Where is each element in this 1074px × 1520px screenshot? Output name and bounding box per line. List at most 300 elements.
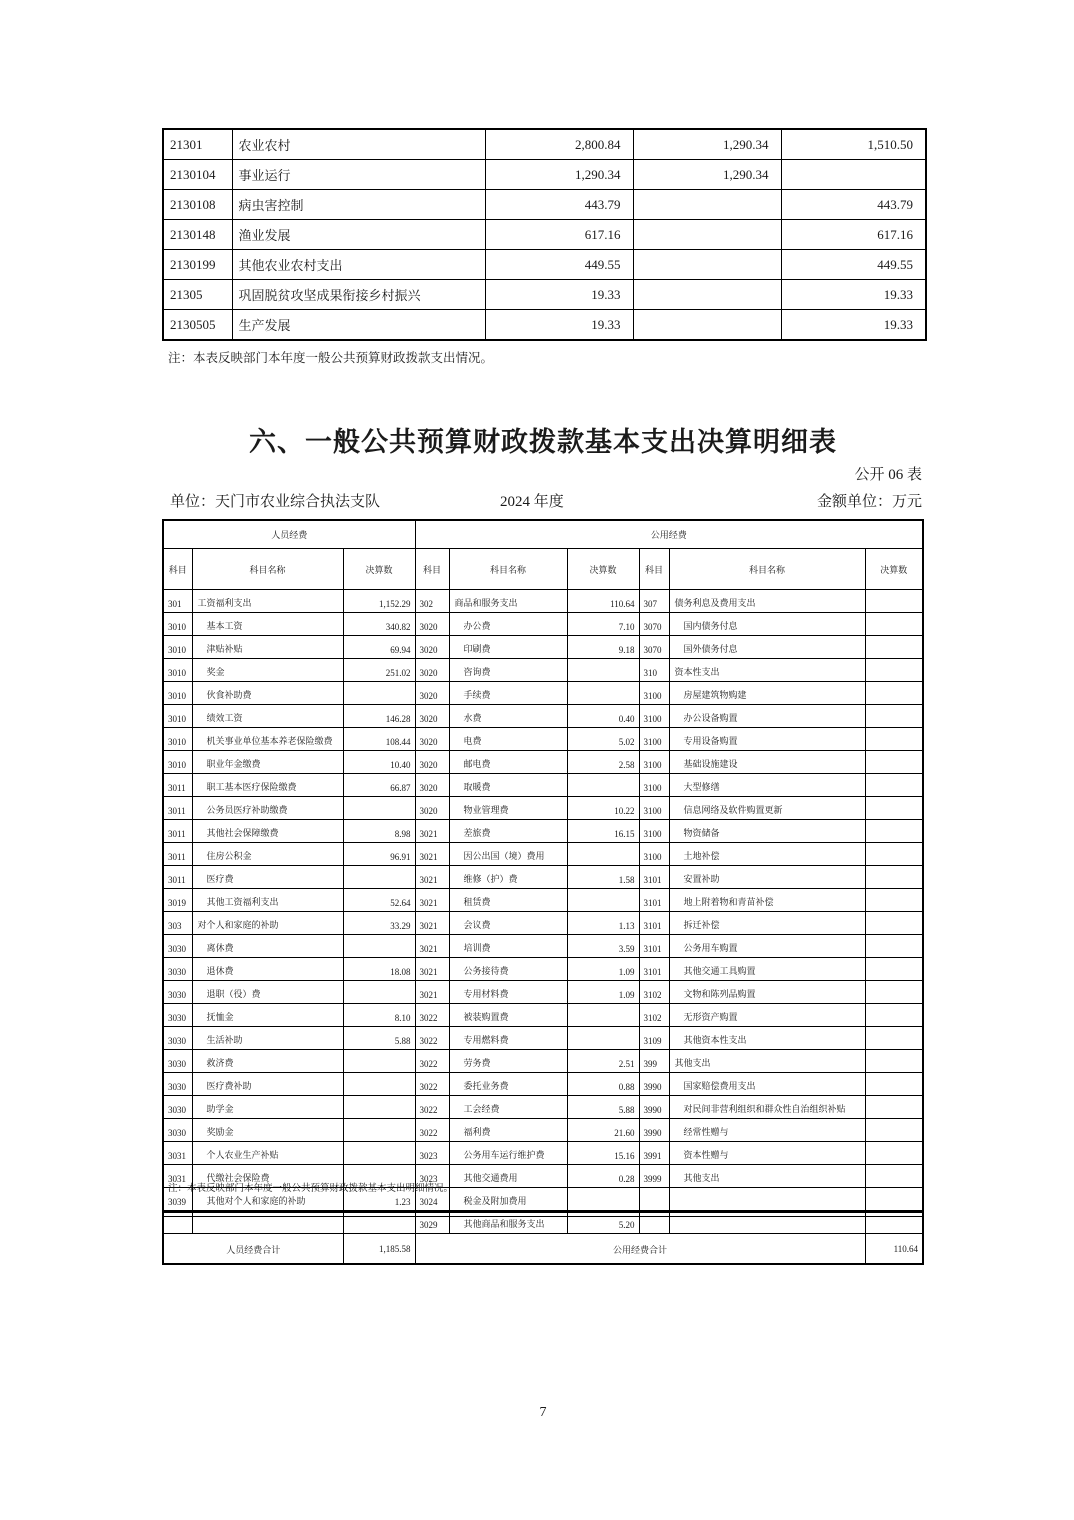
unit-name: 单位：天门市农业综合执法支队 xyxy=(170,494,381,510)
table-row xyxy=(163,1050,923,1073)
row-name: 物资储备 xyxy=(669,820,865,843)
row-value-1: 19.33 xyxy=(485,310,633,341)
row-code: 3100 xyxy=(639,820,669,843)
table-row xyxy=(163,682,923,705)
row-name: 委托业务费 xyxy=(449,1073,567,1096)
header-group-row xyxy=(163,520,923,549)
row-code: 3023 xyxy=(415,1165,449,1188)
row-name: 津贴补贴 xyxy=(192,636,343,659)
row-code: 3101 xyxy=(639,912,669,935)
row-code: 2130148 xyxy=(163,220,232,250)
row-code: 3022 xyxy=(415,1027,449,1050)
row-name: 税金及附加费用 xyxy=(449,1188,567,1211)
table-row xyxy=(163,1096,923,1119)
row-name: 渔业发展 xyxy=(232,220,485,250)
row-amount: 33.29 xyxy=(343,912,415,935)
row-name: 救济费 xyxy=(192,1050,343,1073)
row-amount xyxy=(865,843,923,866)
row-code: 3039 xyxy=(163,1188,192,1211)
col-header-code: 科目 xyxy=(639,549,669,590)
row-name: 商品和服务支出 xyxy=(449,590,567,613)
row-value-1: 2,800.84 xyxy=(485,129,633,160)
row-value-1: 1,290.34 xyxy=(485,160,633,190)
row-name: 无形资产购置 xyxy=(669,1004,865,1027)
col-header-amount: 决算数 xyxy=(567,549,639,590)
row-amount: 66.87 xyxy=(343,774,415,797)
row-code: 3010 xyxy=(163,705,192,728)
personnel-total-value: 1,185.58 xyxy=(343,1234,415,1265)
col-header-name: 科目名称 xyxy=(669,549,865,590)
row-amount: 9.18 xyxy=(567,636,639,659)
row-code: 3021 xyxy=(415,843,449,866)
row-value-1: 617.16 xyxy=(485,220,633,250)
row-amount: 10.40 xyxy=(343,751,415,774)
row-name: 公务用车运行维护费 xyxy=(449,1142,567,1165)
table-row xyxy=(163,981,923,1004)
row-amount xyxy=(865,1004,923,1027)
row-name: 维修（护）费 xyxy=(449,866,567,889)
row-code: 3101 xyxy=(639,866,669,889)
row-name: 咨询费 xyxy=(449,659,567,682)
row-amount: 0.28 xyxy=(567,1165,639,1188)
public-funds-header: 公用经费 xyxy=(415,520,923,549)
public-total-value: 110.64 xyxy=(865,1234,923,1265)
table-row xyxy=(163,1073,923,1096)
row-name: 巩固脱贫攻坚成果衔接乡村振兴 xyxy=(232,280,485,310)
row-amount xyxy=(865,682,923,705)
row-value-2 xyxy=(633,310,781,341)
row-amount: 110.64 xyxy=(567,590,639,613)
row-amount xyxy=(567,843,639,866)
public-total-label: 公用经费合计 xyxy=(415,1234,865,1265)
row-name: 奖金 xyxy=(192,659,343,682)
row-code: 3023 xyxy=(415,1142,449,1165)
row-amount xyxy=(865,820,923,843)
row-amount: 8.10 xyxy=(343,1004,415,1027)
row-code: 3101 xyxy=(639,958,669,981)
row-code: 3100 xyxy=(639,843,669,866)
col-header-code: 科目 xyxy=(163,549,192,590)
row-code: 3010 xyxy=(163,636,192,659)
row-name: 其他支出 xyxy=(669,1050,865,1073)
row-code: 3020 xyxy=(415,728,449,751)
row-name: 文物和陈列品购置 xyxy=(669,981,865,1004)
row-amount xyxy=(865,981,923,1004)
row-name: 其他对个人和家庭的补助 xyxy=(192,1188,343,1211)
row-amount: 52.64 xyxy=(343,889,415,912)
row-amount xyxy=(865,774,923,797)
table-row xyxy=(163,774,923,797)
table-row xyxy=(163,220,926,250)
row-amount xyxy=(343,797,415,820)
row-code: 303 xyxy=(163,912,192,935)
row-name: 工会经费 xyxy=(449,1096,567,1119)
basic-expenditure-detail-table xyxy=(162,519,924,1265)
row-name: 电费 xyxy=(449,728,567,751)
row-amount: 146.28 xyxy=(343,705,415,728)
row-value-3 xyxy=(781,160,926,190)
table-row xyxy=(163,1142,923,1165)
row-amount xyxy=(567,659,639,682)
row-name: 印刷费 xyxy=(449,636,567,659)
row-code: 2130104 xyxy=(163,160,232,190)
row-amount xyxy=(865,728,923,751)
row-name: 劳务费 xyxy=(449,1050,567,1073)
row-name: 安置补助 xyxy=(669,866,865,889)
table-row xyxy=(163,160,926,190)
row-name: 事业运行 xyxy=(232,160,485,190)
table-row xyxy=(163,250,926,280)
row-code: 3070 xyxy=(639,613,669,636)
row-amount: 2.51 xyxy=(567,1050,639,1073)
row-amount xyxy=(567,774,639,797)
row-code: 3030 xyxy=(163,1073,192,1096)
row-code: 3990 xyxy=(639,1073,669,1096)
row-name: 大型修缮 xyxy=(669,774,865,797)
row-amount xyxy=(865,705,923,728)
row-amount: 251.02 xyxy=(343,659,415,682)
col-header-amount: 决算数 xyxy=(343,549,415,590)
col-header-code: 科目 xyxy=(415,549,449,590)
row-name: 办公设备购置 xyxy=(669,705,865,728)
row-name: 福利费 xyxy=(449,1119,567,1142)
col-header-amount: 决算数 xyxy=(865,549,923,590)
row-name: 国家赔偿费用支出 xyxy=(669,1073,865,1096)
row-name: 专用设备购置 xyxy=(669,728,865,751)
row-value-1: 449.55 xyxy=(485,250,633,280)
row-code: 3011 xyxy=(163,820,192,843)
table-row xyxy=(163,705,923,728)
row-amount: 1.23 xyxy=(343,1188,415,1211)
personnel-funds-header: 人员经费 xyxy=(163,520,415,549)
row-code: 3030 xyxy=(163,1050,192,1073)
row-code: 3102 xyxy=(639,981,669,1004)
table-row xyxy=(163,1004,923,1027)
row-code: 3102 xyxy=(639,1004,669,1027)
row-code: 3101 xyxy=(639,935,669,958)
row-amount: 1.09 xyxy=(567,958,639,981)
table-row xyxy=(163,728,923,751)
row-value-3: 443.79 xyxy=(781,190,926,220)
row-amount xyxy=(865,590,923,613)
row-code: 3010 xyxy=(163,659,192,682)
row-code: 3100 xyxy=(639,705,669,728)
table-meta-line xyxy=(162,490,924,512)
row-amount xyxy=(865,1027,923,1050)
row-amount xyxy=(343,1050,415,1073)
row-code: 3021 xyxy=(415,912,449,935)
row-amount: 1.58 xyxy=(567,866,639,889)
row-code: 3020 xyxy=(415,682,449,705)
row-name: 退职（役）费 xyxy=(192,981,343,1004)
table-row xyxy=(163,935,923,958)
row-name: 公务接待费 xyxy=(449,958,567,981)
row-name: 专用材料费 xyxy=(449,981,567,1004)
row-amount: 69.94 xyxy=(343,636,415,659)
row-name: 离休费 xyxy=(192,935,343,958)
row-amount xyxy=(865,1096,923,1119)
row-name: 办公费 xyxy=(449,613,567,636)
row-amount: 340.82 xyxy=(343,613,415,636)
row-amount xyxy=(567,1004,639,1027)
row-amount: 7.10 xyxy=(567,613,639,636)
row-name: 公务用车购置 xyxy=(669,935,865,958)
row-code: 3022 xyxy=(415,1050,449,1073)
totals-row xyxy=(163,1234,923,1265)
row-amount: 0.40 xyxy=(567,705,639,728)
top-table-note: 注：本表反映部门本年度一般公共预算财政拨款支出情况。 xyxy=(168,351,494,365)
row-name: 代缴社会保险费 xyxy=(192,1165,343,1188)
row-amount: 5.02 xyxy=(567,728,639,751)
row-value-1: 19.33 xyxy=(485,280,633,310)
row-code: 307 xyxy=(639,590,669,613)
row-code: 3100 xyxy=(639,797,669,820)
row-value-1: 443.79 xyxy=(485,190,633,220)
row-name: 地上附着物和青苗补偿 xyxy=(669,889,865,912)
row-code: 3030 xyxy=(163,958,192,981)
end-divider xyxy=(162,1211,923,1217)
row-name: 职业年金缴费 xyxy=(192,751,343,774)
row-code: 310 xyxy=(639,659,669,682)
row-name: 基本工资 xyxy=(192,613,343,636)
row-name: 取暖费 xyxy=(449,774,567,797)
row-name: 其他商品和服务支出 xyxy=(449,1211,567,1234)
row-code: 301 xyxy=(163,590,192,613)
row-code: 2130108 xyxy=(163,190,232,220)
row-value-3: 617.16 xyxy=(781,220,926,250)
row-value-3: 19.33 xyxy=(781,310,926,341)
row-amount xyxy=(865,1119,923,1142)
row-code: 3021 xyxy=(415,981,449,1004)
row-name: 房屋建筑物购建 xyxy=(669,682,865,705)
row-code: 3021 xyxy=(415,866,449,889)
row-code: 3030 xyxy=(163,1096,192,1119)
col-header-name: 科目名称 xyxy=(449,549,567,590)
row-code: 3010 xyxy=(163,682,192,705)
row-name: 水费 xyxy=(449,705,567,728)
table-row xyxy=(163,797,923,820)
row-name: 因公出国（境）费用 xyxy=(449,843,567,866)
fiscal-year: 2024 年度 xyxy=(500,494,564,510)
row-amount: 1,152.29 xyxy=(343,590,415,613)
table-row xyxy=(163,958,923,981)
table-row xyxy=(163,659,923,682)
row-amount xyxy=(865,1050,923,1073)
row-amount xyxy=(567,682,639,705)
row-code xyxy=(639,1188,669,1211)
row-code: 2130505 xyxy=(163,310,232,341)
row-code: 3010 xyxy=(163,728,192,751)
table-row xyxy=(163,636,923,659)
row-code: 3100 xyxy=(639,774,669,797)
row-amount xyxy=(865,958,923,981)
row-code: 3022 xyxy=(415,1119,449,1142)
row-code: 3021 xyxy=(415,958,449,981)
row-code: 3020 xyxy=(415,613,449,636)
row-name: 助学金 xyxy=(192,1096,343,1119)
table-row xyxy=(163,190,926,220)
row-code: 3030 xyxy=(163,1027,192,1050)
row-value-3: 1,510.50 xyxy=(781,129,926,160)
table-number: 公开 06 表 xyxy=(854,467,922,483)
table-row xyxy=(163,310,926,341)
row-value-3: 19.33 xyxy=(781,280,926,310)
row-name: 奖励金 xyxy=(192,1119,343,1142)
row-code: 3031 xyxy=(163,1165,192,1188)
row-code: 3024 xyxy=(415,1188,449,1211)
row-amount: 5.88 xyxy=(343,1027,415,1050)
row-name: 资本性支出 xyxy=(669,659,865,682)
row-name: 其他工资福利支出 xyxy=(192,889,343,912)
row-name: 差旅费 xyxy=(449,820,567,843)
row-name: 专用燃料费 xyxy=(449,1027,567,1050)
row-amount xyxy=(865,1165,923,1188)
row-code: 3109 xyxy=(639,1027,669,1050)
row-name: 国内债务付息 xyxy=(669,613,865,636)
row-name: 生产发展 xyxy=(232,310,485,341)
row-name: 物业管理费 xyxy=(449,797,567,820)
row-code: 3010 xyxy=(163,613,192,636)
row-name: 租赁费 xyxy=(449,889,567,912)
row-name: 其他交通工具购置 xyxy=(669,958,865,981)
row-code: 302 xyxy=(415,590,449,613)
row-name: 资本性赠与 xyxy=(669,1142,865,1165)
row-name: 国外债务付息 xyxy=(669,636,865,659)
table-row xyxy=(163,1027,923,1050)
table-row xyxy=(163,843,923,866)
row-code: 3100 xyxy=(639,728,669,751)
header-columns-row xyxy=(163,549,923,590)
row-code: 3010 xyxy=(163,751,192,774)
row-code: 3011 xyxy=(163,843,192,866)
row-amount: 21.60 xyxy=(567,1119,639,1142)
row-amount xyxy=(865,751,923,774)
row-amount: 5.20 xyxy=(567,1211,639,1234)
row-code: 3019 xyxy=(163,889,192,912)
section-title: 六、一般公共预算财政拨款基本支出决算明细表 xyxy=(249,427,837,457)
row-code: 3100 xyxy=(639,751,669,774)
row-code: 3990 xyxy=(639,1096,669,1119)
row-amount xyxy=(865,1142,923,1165)
row-amount xyxy=(343,1142,415,1165)
row-amount xyxy=(343,1073,415,1096)
row-name: 农业农村 xyxy=(232,129,485,160)
row-name: 对个人和家庭的补助 xyxy=(192,912,343,935)
row-amount xyxy=(865,659,923,682)
row-code: 3020 xyxy=(415,774,449,797)
row-code: 3030 xyxy=(163,1119,192,1142)
row-code: 3991 xyxy=(639,1142,669,1165)
row-code: 3999 xyxy=(639,1165,669,1188)
row-code: 3021 xyxy=(415,820,449,843)
row-name: 个人农业生产补贴 xyxy=(192,1142,343,1165)
row-name: 土地补偿 xyxy=(669,843,865,866)
row-code: 399 xyxy=(639,1050,669,1073)
row-amount xyxy=(567,1188,639,1211)
row-name: 住房公积金 xyxy=(192,843,343,866)
row-amount xyxy=(865,797,923,820)
row-name: 手续费 xyxy=(449,682,567,705)
row-name: 基础设施建设 xyxy=(669,751,865,774)
row-value-2 xyxy=(633,250,781,280)
table-row xyxy=(163,590,923,613)
amount-unit: 金额单位：万元 xyxy=(816,494,922,510)
table-row xyxy=(163,912,923,935)
row-code: 3031 xyxy=(163,1142,192,1165)
row-name: 职工基本医疗保险缴费 xyxy=(192,774,343,797)
row-code: 3022 xyxy=(415,1073,449,1096)
row-value-2 xyxy=(633,280,781,310)
row-amount: 18.08 xyxy=(343,958,415,981)
row-amount: 15.16 xyxy=(567,1142,639,1165)
row-code: 3020 xyxy=(415,636,449,659)
row-amount: 108.44 xyxy=(343,728,415,751)
row-code: 3020 xyxy=(415,705,449,728)
row-code: 21305 xyxy=(163,280,232,310)
table-row xyxy=(163,129,926,160)
row-name: 培训费 xyxy=(449,935,567,958)
row-amount xyxy=(865,613,923,636)
row-name: 其他支出 xyxy=(669,1165,865,1188)
row-amount xyxy=(865,866,923,889)
row-code: 3101 xyxy=(639,889,669,912)
row-name: 病虫害控制 xyxy=(232,190,485,220)
table-row xyxy=(163,820,923,843)
row-name: 对民间非营利组织和群众性自治组织补贴 xyxy=(669,1096,865,1119)
row-name: 机关事业单位基本养老保险缴费 xyxy=(192,728,343,751)
table-row xyxy=(163,613,923,636)
row-value-2 xyxy=(633,190,781,220)
row-name: 退休费 xyxy=(192,958,343,981)
row-code: 3020 xyxy=(415,751,449,774)
expenditure-continuation-table xyxy=(162,128,927,341)
row-amount xyxy=(567,889,639,912)
row-value-2: 1,290.34 xyxy=(633,129,781,160)
row-amount: 0.88 xyxy=(567,1073,639,1096)
row-amount xyxy=(567,1027,639,1050)
table-row xyxy=(163,866,923,889)
row-amount: 1.13 xyxy=(567,912,639,935)
row-name: 其他资本性支出 xyxy=(669,1027,865,1050)
row-name: 绩效工资 xyxy=(192,705,343,728)
row-amount: 96.91 xyxy=(343,843,415,866)
row-name: 信息网络及软件购置更新 xyxy=(669,797,865,820)
row-name: 医疗费 xyxy=(192,866,343,889)
row-amount: 1.09 xyxy=(567,981,639,1004)
row-name: 公务员医疗补助缴费 xyxy=(192,797,343,820)
row-code: 21301 xyxy=(163,129,232,160)
row-code: 3100 xyxy=(639,682,669,705)
row-amount xyxy=(343,935,415,958)
table-row xyxy=(163,751,923,774)
row-code: 3990 xyxy=(639,1119,669,1142)
row-value-2: 1,290.34 xyxy=(633,160,781,190)
row-amount xyxy=(865,912,923,935)
row-amount xyxy=(343,981,415,1004)
row-amount: 16.15 xyxy=(567,820,639,843)
row-name: 债务利息及费用支出 xyxy=(669,590,865,613)
row-code: 3030 xyxy=(163,981,192,1004)
row-name: 会议费 xyxy=(449,912,567,935)
row-value-3: 449.55 xyxy=(781,250,926,280)
row-name xyxy=(669,1188,865,1211)
personnel-total-label: 人员经费合计 xyxy=(163,1234,343,1265)
row-amount xyxy=(343,1096,415,1119)
row-name: 生活补助 xyxy=(192,1027,343,1050)
row-code: 3020 xyxy=(415,797,449,820)
row-code: 3029 xyxy=(415,1211,449,1234)
row-code: 3022 xyxy=(415,1096,449,1119)
